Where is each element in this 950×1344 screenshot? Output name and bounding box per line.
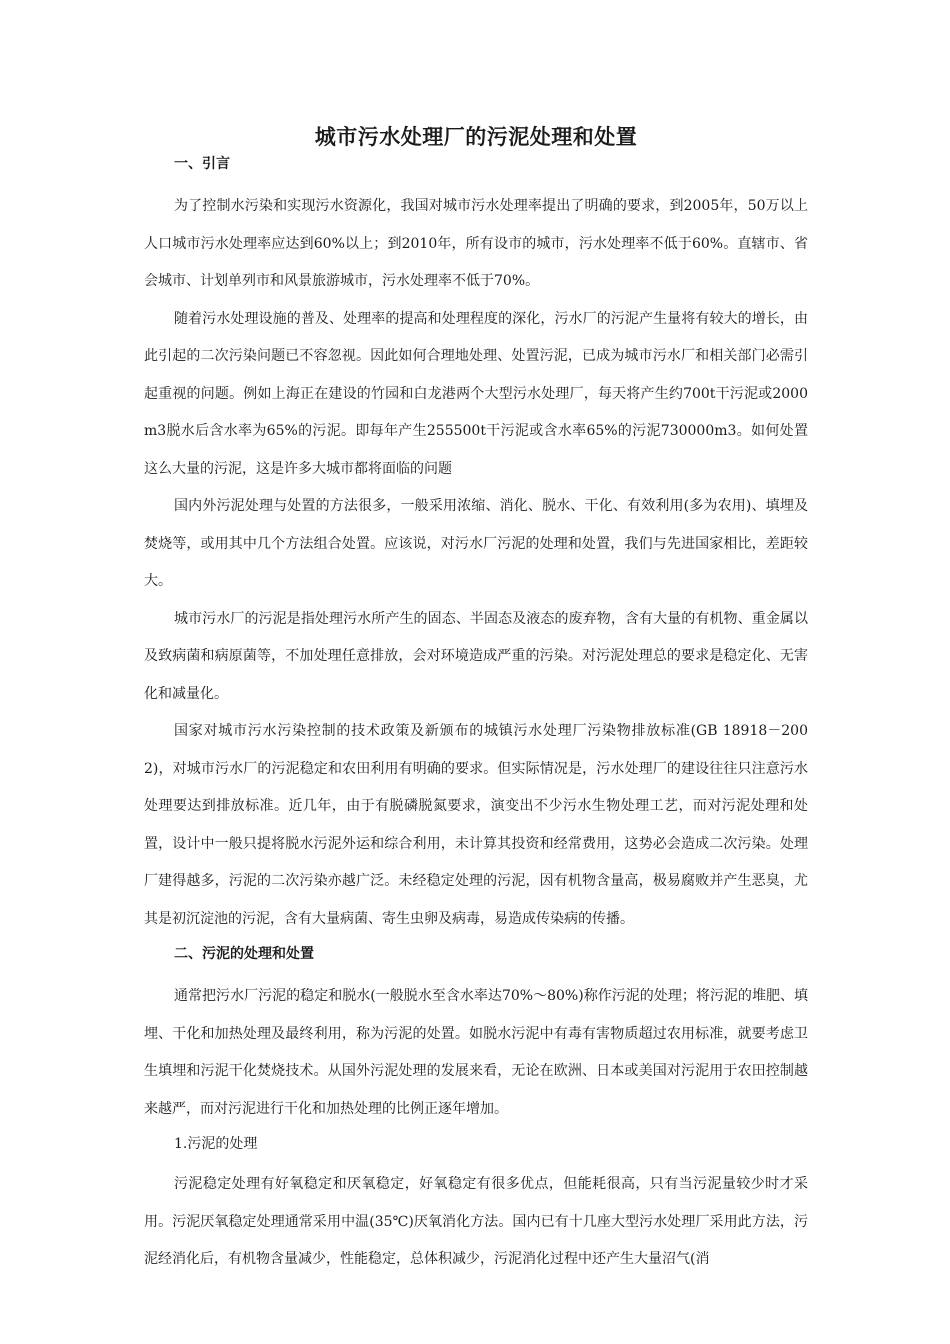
document-title: 城市污水处理厂的污泥处理和处置 [314, 125, 638, 149]
section-heading-sludge-treatment: 二、污泥的处理和处置 [174, 946, 314, 962]
paragraph-6: 通常把污水厂污泥的稳定和脱水(一般脱水至含水率达70%～80%)称作污泥的处理；将污泥的堆肥、填埋、干化和加热处理及最终利用，称为污泥的处置。如脱水污泥中有毒有害物质超过农用标准，就要考虑卫生填埋和污泥干化焚烧技术。从国外污泥处理的发展来看，无论在欧洲、日本或美国对污泥用于农田控制越来越严，而对污泥进行干化和加热处理的比例正逐年增加。 [144, 988, 808, 1117]
subsection-heading-sludge-processing: 1.污泥的处理 [174, 1136, 258, 1152]
document-body [144, 120, 808, 1279]
paragraph-3: 国内外污泥处理与处置的方法很多，一般采用浓缩、消化、脱水、干化、有效利用(多为农用)、填埋及焚烧等，或用其中几个方法组合处置。应该说，对污水厂污泥的处理和处置，我们与先进国家相比，差距较大。 [144, 498, 808, 589]
paragraph-1: 为了控制水污染和实现污水资源化，我国对城市污水处理率提出了明确的要求，到2005年，50万以上人口城市污水处理率应达到60%以上；到2010年，所有设市的城市，污水处理率不低于60%。直辖市、省会城市、计划单列市和风景旅游城市，污水处理率不低于70%。 [144, 198, 808, 289]
paragraph-5: 国家对城市污水污染控制的技术政策及新颁布的城镇污水处理厂污染物排放标准(GB 18918－2002)，对城市污水厂的污泥稳定和农田利用有明确的要求。但实际情况是，污水处理厂的建设往往只注意污水处理要达到排放标准。近几年，由于有脱磷脱氮要求，演变出不少污水生物处理工艺，而对污泥处理和处置，设计中一般只提将脱水污泥外运和综合利用，未计算其投资和经常费用，这势必会造成二次污染。处理厂建得越多，污泥的二次污染亦越广泛。未经稳定处理的污泥，因有机物含量高，极易腐败并产生恶臭，尤其是初沉淀池的污泥，含有大量病菌、寄生虫卵及病毒，易造成传染病的传播。 [144, 723, 808, 927]
paragraph-4: 城市污水厂的污泥是指处理污水所产生的固态、半固态及液态的废弃物，含有大量的有机物、重金属以及致病菌和病原菌等，不加处理任意排放，会对环境造成严重的污染。对污泥处理总的要求是稳定化、无害化和减量化。 [144, 610, 808, 702]
paragraph-2: 随着污水处理设施的普及、处理率的提高和处理程度的深化，污水厂的污泥产生量将有较大的增长，由此引起的二次污染问题已不容忽视。因此如何合理地处理、处置污泥，已成为城市污水厂和相关部门必需引起重视的问题。例如上海正在建设的竹园和白龙港两个大型污水处理厂，每天将产生约700t干污泥或2000m3脱水后含水率为65%的污泥。即每年产生255500t干污泥或含水率65%的污泥730000m3。如何处置这么大量的污泥，这是许多大城市都将面临的问题 [144, 310, 808, 477]
section-heading-introduction: 一、引言 [174, 156, 230, 172]
paragraph-7: 污泥稳定处理有好氧稳定和厌氧稳定，好氧稳定有很多优点，但能耗很高，只有当污泥量较少时才采用。污泥厌氧稳定处理通常采用中温(35℃)厌氧消化方法。国内已有十几座大型污水处理厂采用此方法，污泥经消化后，有机物含量减少，性能稳定，总体积减少，污泥消化过程中还产生大量沼气(消 [144, 1176, 808, 1267]
